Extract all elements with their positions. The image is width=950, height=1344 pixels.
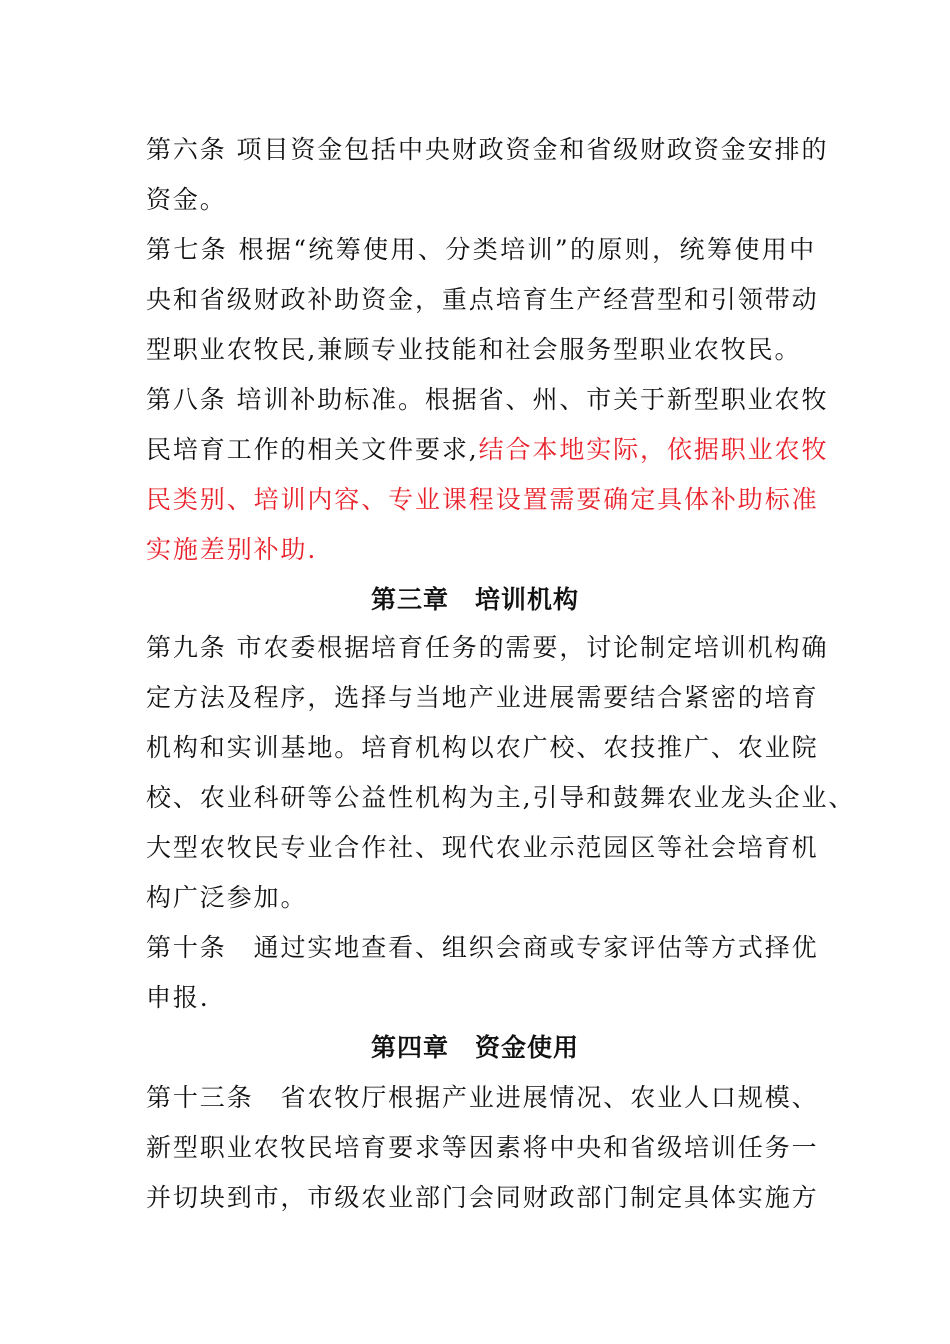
article-8-line-3: 民类别、培训内容、专业课程设置需要确定具体补助标准 [146,485,819,514]
article-9-line-1: 第九条 市农委根据培育任务的需要，讨论制定培训机构确 [146,633,829,662]
article-10-line-2: 申报. [146,983,210,1012]
article-6-line-2: 资金。 [146,185,227,214]
article-9-line-4: 校、农业科研等公益性机构为主,引导和鼓舞农业龙头企业、 [146,783,856,812]
article-9-line-2: 定方法及程序，选择与当地产业进展需要结合紧密的培育 [146,683,819,712]
article-8-highlight-text: 结合本地实际，依据职业农牧 [478,435,829,464]
article-6-line-1: 第六条 项目资金包括中央财政资金和省级财政资金安排的 [146,135,829,164]
article-8-line-1: 第八条 培训补助标准。根据省、州、市关于新型职业农牧 [146,385,829,414]
article-9-line-5: 大型农牧民专业合作社、现代农业示范园区等社会培育机 [146,833,819,862]
article-7-line-1: 第七条 根据“统筹使用、分类培训”的原则，统筹使用中 [146,235,816,264]
article-8-line-2-text: 民培育工作的相关文件要求, [146,435,479,464]
article-13-line-3: 并切块到市，市级农业部门会同财政部门制定具体实施方 [146,1183,819,1212]
article-9-line-6: 构广泛参加。 [146,883,308,912]
article-7-line-2: 央和省级财政补助资金，重点培育生产经营型和引领带动 [146,285,819,314]
article-13-line-2: 新型职业农牧民培育要求等因素将中央和省级培训任务一 [146,1133,819,1162]
chapter-4-heading: 第四章 资金使用 [370,1033,579,1062]
article-13-line-1: 第十三条 省农牧厅根据产业进展情况、农业人口规模、 [146,1083,819,1112]
article-8-line-2 [146,432,829,468]
article-7-line-3: 型职业农牧民,兼顾专业技能和社会服务型职业农牧民。 [146,335,802,364]
article-9-line-3: 机构和实训基地。培育机构以农广校、农技推广、农业院 [146,733,819,762]
chapter-3-heading: 第三章 培训机构 [370,585,579,614]
article-10-line-1: 第十条 通过实地查看、组织会商或专家评估等方式择优 [146,933,819,962]
article-8-line-4: 实施差别补助. [146,535,318,564]
